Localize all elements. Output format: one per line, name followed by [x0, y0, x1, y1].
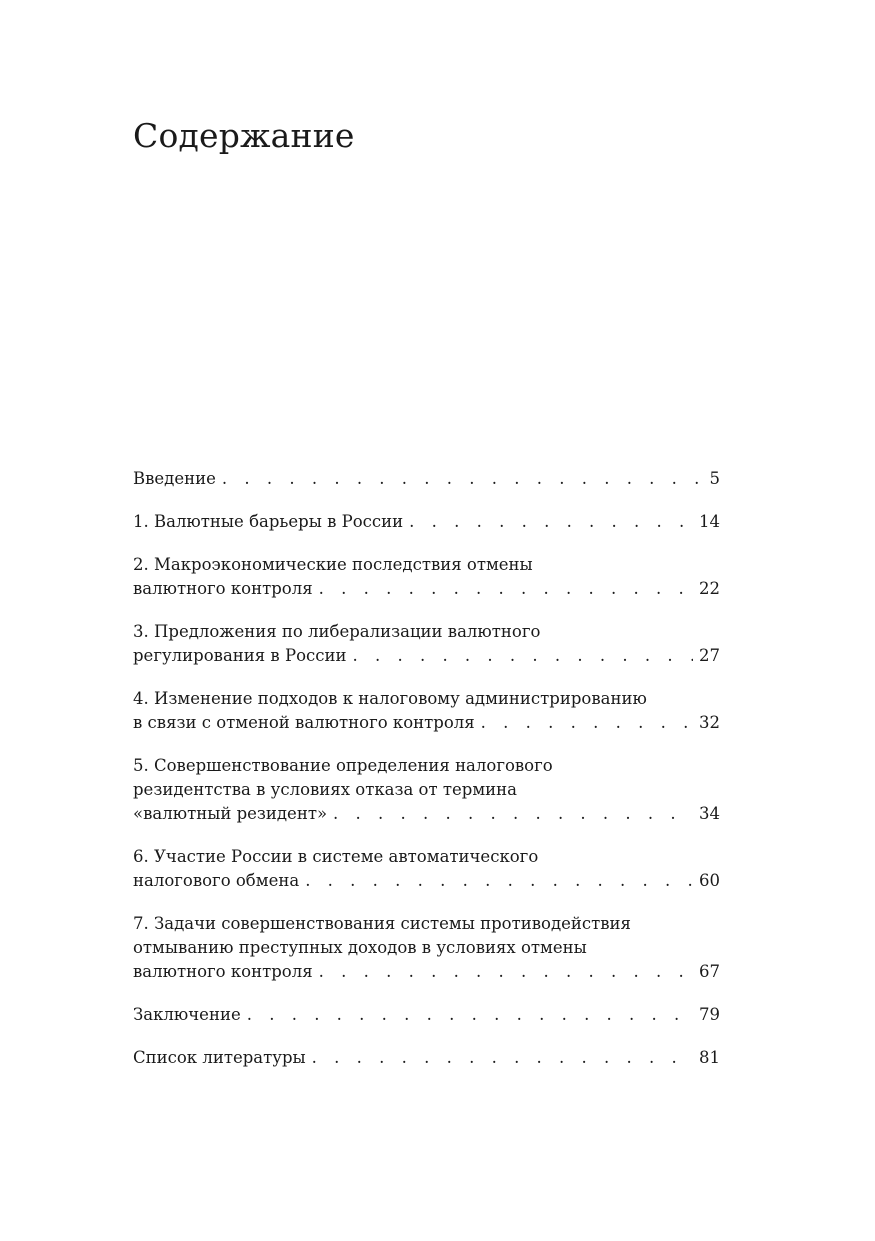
toc-entry-conclusion[interactable]: [133, 1003, 720, 1027]
toc-entry-title: «валютный резидент»: [133, 804, 328, 823]
dot-leader: [222, 467, 704, 491]
toc-entry-title: Введение: [133, 469, 216, 488]
toc-entry-title: валютного контроля: [133, 579, 313, 598]
toc-entry-title: валютного контроля: [133, 962, 313, 981]
toc-entry-chapter-3[interactable]: [133, 620, 720, 668]
toc-entry-chapter-2[interactable]: [133, 553, 720, 601]
dot-leader: [247, 1003, 693, 1027]
dot-leader: [312, 1046, 693, 1070]
toc-entry-chapter-1[interactable]: [133, 510, 720, 534]
toc-page-number: 34: [699, 804, 720, 823]
toc-entry-title: регулирования в России: [133, 646, 347, 665]
toc-entry-bibliography[interactable]: [133, 1046, 720, 1070]
toc-entry-title: 1. Валютные барьеры в России: [133, 512, 404, 531]
toc-entry-chapter-7[interactable]: [133, 912, 720, 984]
toc-entry-title-line: отмыванию преступных доходов в условиях отмены: [133, 938, 587, 957]
toc-page-number: 14: [699, 512, 720, 531]
toc-entry-title-line: 7. Задачи совершенствования системы противодействия: [133, 914, 631, 933]
toc-entry-chapter-4[interactable]: [133, 687, 720, 735]
toc-entry-introduction[interactable]: [133, 467, 720, 491]
dot-leader: [409, 510, 693, 534]
toc-entry-title: налогового обмена: [133, 871, 300, 890]
dot-leader: [319, 577, 693, 601]
toc-page-number: 22: [699, 579, 720, 598]
toc-entry-title: Список литературы: [133, 1048, 306, 1067]
toc-page-number: 27: [699, 646, 720, 665]
dot-leader: [352, 644, 693, 668]
dot-leader: [319, 960, 693, 984]
toc-entry-title: в связи с отменой валютного контроля: [133, 713, 475, 732]
toc-page-number: 67: [699, 962, 720, 981]
toc-entry-title-line: резидентства в условиях отказа от термина: [133, 780, 517, 799]
dot-leader: [333, 802, 693, 826]
toc-entry-title-line: 5. Совершенствование определения налогового: [133, 756, 553, 775]
toc-entry-title-line: 3. Предложения по либерализации валютного: [133, 622, 541, 641]
toc-page-number: 60: [699, 871, 720, 890]
table-of-contents: [133, 467, 720, 1089]
toc-entry-title-line: 6. Участие России в системе автоматического: [133, 847, 539, 866]
page-title: Содержание: [133, 116, 355, 155]
toc-page-number: 5: [709, 469, 720, 488]
dot-leader: [481, 711, 693, 735]
toc-entry-chapter-5[interactable]: [133, 754, 720, 826]
toc-page-number: 32: [699, 713, 720, 732]
toc-entry-title-line: 2. Макроэкономические последствия отмены: [133, 555, 533, 574]
toc-entry-title-line: 4. Изменение подходов к налоговому администрированию: [133, 689, 647, 708]
toc-page-number: 79: [699, 1005, 720, 1024]
toc-page-number: 81: [699, 1048, 720, 1067]
toc-entry-chapter-6[interactable]: [133, 845, 720, 893]
toc-entry-title: Заключение: [133, 1005, 241, 1024]
dot-leader: [305, 869, 693, 893]
